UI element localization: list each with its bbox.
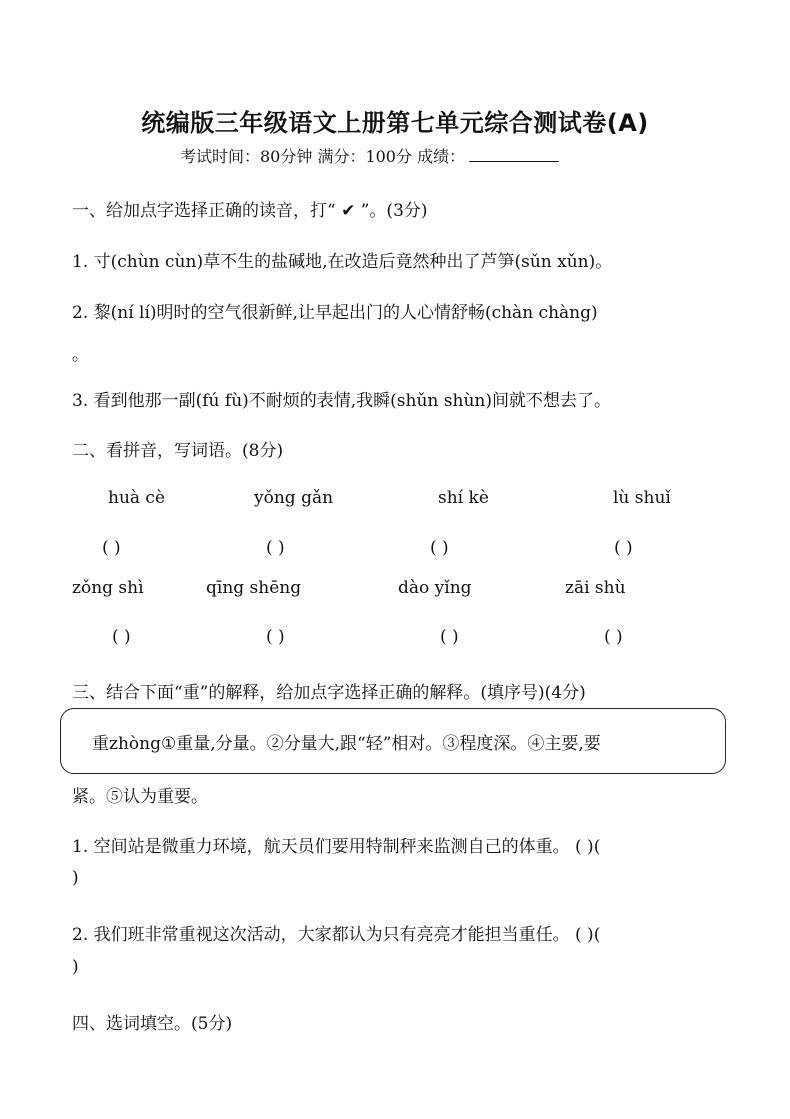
score-blank[interactable] bbox=[469, 147, 559, 162]
answer-paren[interactable]: ( ) bbox=[604, 627, 623, 647]
answer-paren[interactable]: ( ) bbox=[112, 627, 131, 647]
answer-paren[interactable]: ( ) bbox=[266, 627, 285, 647]
section3-item-1-cont: ) bbox=[72, 868, 79, 888]
answer-paren[interactable]: ( ) bbox=[440, 627, 459, 647]
exam-meta-text: 考试时间：80分钟 满分：100分 成绩： bbox=[180, 147, 466, 166]
section1-item-2-cont: 。 bbox=[72, 345, 89, 365]
pinyin-item: shí kè bbox=[438, 488, 489, 508]
pinyin-item: qīng shēng bbox=[206, 578, 302, 598]
pinyin-item: lù shuǐ bbox=[613, 488, 671, 508]
exam-meta bbox=[180, 144, 559, 167]
pinyin-item: dào yǐng bbox=[398, 578, 472, 598]
section2-heading: 二、看拼音，写词语。(8分) bbox=[72, 441, 284, 461]
pinyin-item: zāi shù bbox=[565, 578, 626, 598]
answer-paren[interactable]: ( ) bbox=[430, 538, 449, 558]
pinyin-item: zǒng shì bbox=[72, 578, 144, 598]
page-title: 统编版三年级语文上册第七单元综合测试卷(A) bbox=[141, 109, 649, 137]
definition-text: 重zhòng①重量,分量。②分量大,跟“轻”相对。③程度深。④主要,要 bbox=[92, 734, 601, 754]
answer-paren[interactable]: ( ) bbox=[614, 538, 633, 558]
section1-heading: 一、给加点字选择正确的读音，打“ ✔ ”。(3分) bbox=[72, 201, 428, 221]
section1-item-3: 3. 看到他那一副(fú fù)不耐烦的表情,我瞬(shǔn shùn)间就不想去了。 bbox=[72, 391, 611, 411]
answer-paren[interactable]: ( ) bbox=[102, 538, 121, 558]
pinyin-item: yǒng gǎn bbox=[254, 488, 334, 508]
section1-item-1: 1. 寸(chùn cùn)草不生的盐碱地,在改造后竟然种出了芦笋(sǔn xǔn)。 bbox=[72, 252, 613, 272]
pinyin-item: huà cè bbox=[108, 488, 166, 508]
section3-item-2: 2. 我们班非常重视这次活动，大家都认为只有亮亮才能担当重任。 ( )( bbox=[72, 925, 601, 945]
section3-heading: 三、结合下面“重”的解释，给加点字选择正确的解释。(填序号)(4分) bbox=[72, 683, 586, 703]
section4-heading: 四、选词填空。(5分) bbox=[72, 1014, 233, 1034]
section3-item-2-cont: ) bbox=[72, 957, 79, 977]
definition-text-cont: 紧。⑤认为重要。 bbox=[72, 787, 208, 807]
section1-item-2: 2. 黎(ní lí)明时的空气很新鲜,让早起出门的人心情舒畅(chàn chàng) bbox=[72, 303, 598, 323]
answer-paren[interactable]: ( ) bbox=[266, 538, 285, 558]
section3-item-1: 1. 空间站是微重力环境，航天员们要用特制秤来监测自己的体重。 ( )( bbox=[72, 837, 601, 857]
